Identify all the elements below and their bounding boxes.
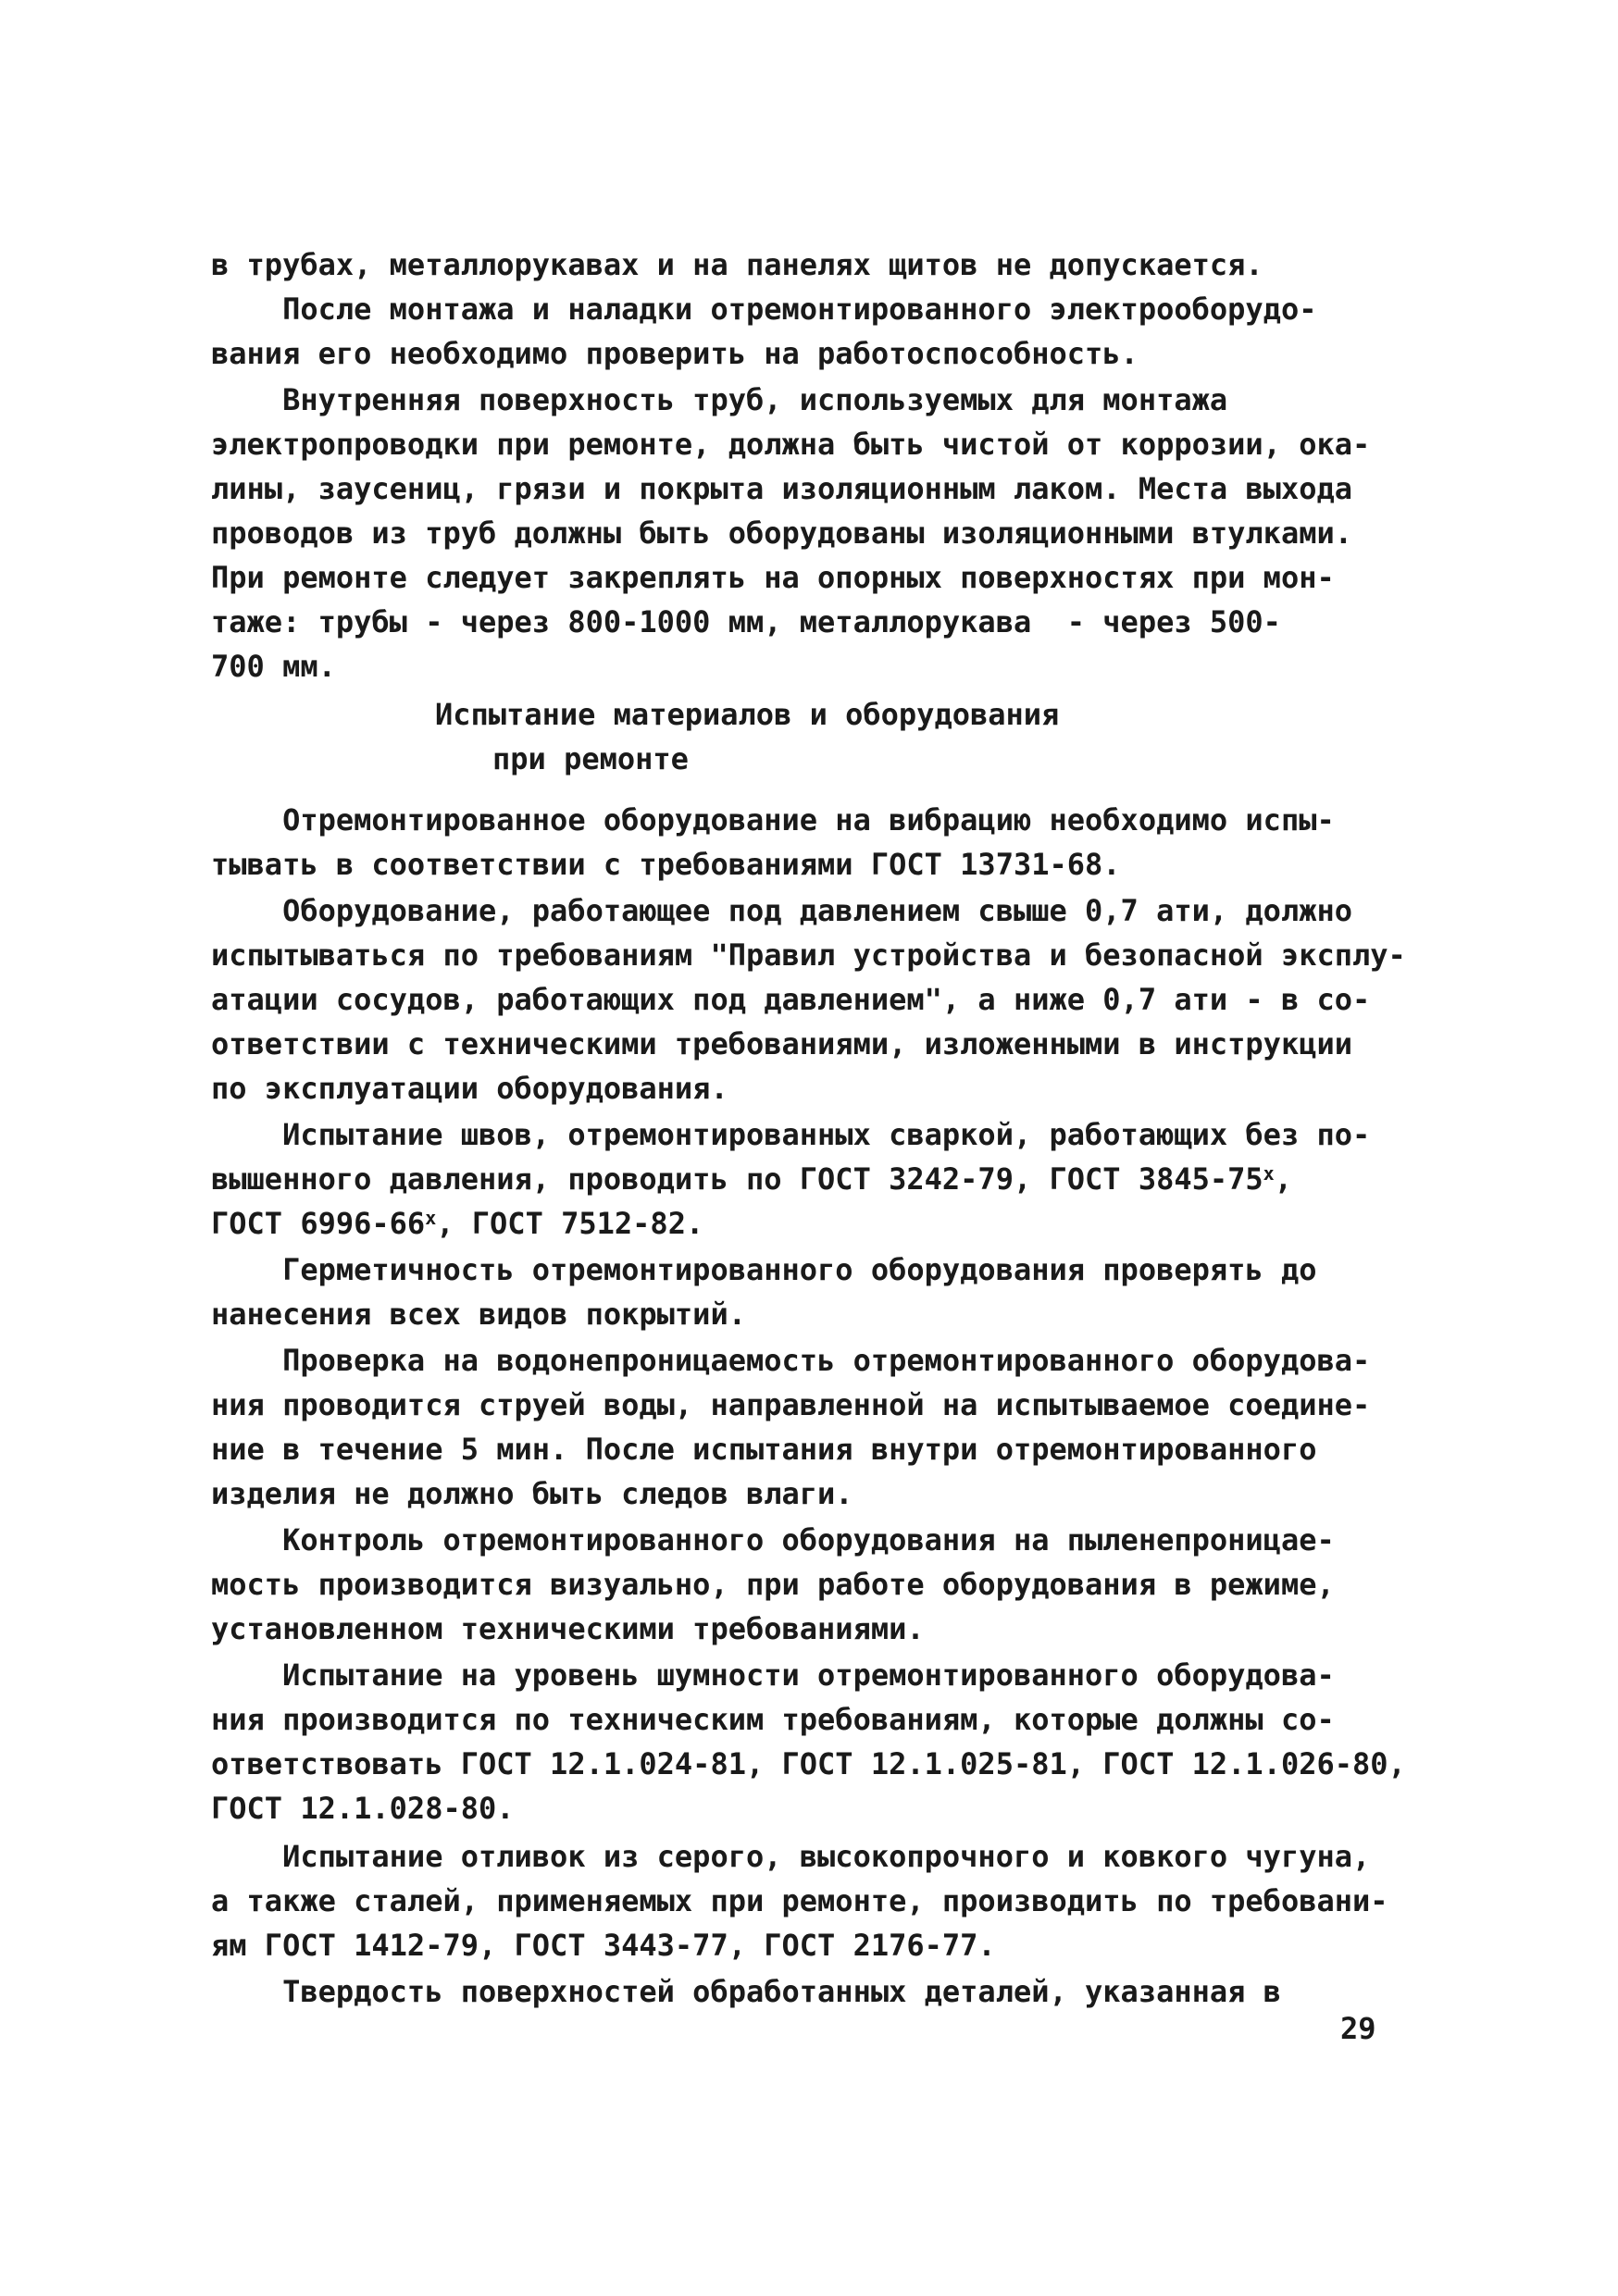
text-line: таже: трубы - через 800-1000 мм, металлорукава - через 500- xyxy=(211,604,1281,639)
text-line: атации сосудов, работающих под давлением", а ниже 0,7 ати - в со- xyxy=(211,982,1371,1017)
text-line: Внутренняя поверхность труб, используемых для монтажа xyxy=(211,382,1228,417)
text-segment: ГОСТ 6996-66 xyxy=(211,1206,426,1241)
text-line: Герметичность отремонтированного оборудования проверять до xyxy=(211,1252,1317,1287)
text-line: нанесения всех видов покрытий. xyxy=(211,1297,746,1332)
text-segment: , xyxy=(1274,1161,1292,1197)
text-line: ям ГОСТ 1412-79, ГОСТ 3443-77, ГОСТ 2176-77. xyxy=(211,1928,996,1963)
text-segment: вышенного давления, проводить по ГОСТ 3242-79, ГОСТ 3845-75 xyxy=(211,1161,1263,1197)
text-line: Испытание отливок из серого, высокопрочного и ковкого чугуна, xyxy=(211,1839,1371,1874)
text-line: ние в течение 5 мин. После испытания внутри отремонтированного xyxy=(211,1432,1317,1467)
text-line: изделия не должно быть следов влаги. xyxy=(211,1476,853,1511)
text-line: ния производится по техническим требованиям, которые должны со- xyxy=(211,1702,1335,1737)
text-line: испытываться по требованиям "Правил устройства и безопасной эксплу- xyxy=(211,937,1406,973)
section-heading-line-2: при ремонте xyxy=(492,741,689,776)
superscript-mark: x xyxy=(1263,1162,1275,1185)
text-segment: , ГОСТ 7512-82. xyxy=(436,1206,704,1241)
text-line: тывать в соответствии с требованиями ГОСТ 13731-68. xyxy=(211,847,1121,882)
text-line: установленном техническими требованиями. xyxy=(211,1611,925,1646)
text-line: Проверка на водонепроницаемость отремонтированного оборудова- xyxy=(211,1343,1371,1378)
text-line: Отремонтированное оборудование на вибрацию необходимо испы- xyxy=(211,802,1335,838)
text-line: в трубах, металлорукавах и на панелях щитов не допускается. xyxy=(211,247,1263,282)
text-line: Оборудование, работающее под давлением свыше 0,7 ати, должно xyxy=(211,893,1352,928)
text-line: 700 мм. xyxy=(211,649,336,684)
text-line xyxy=(211,1157,1292,1201)
text-line: электропроводки при ремонте, должна быть чистой от коррозии, ока- xyxy=(211,427,1371,462)
text-line: ния проводится струей воды, направленной на испытываемое соедине- xyxy=(211,1387,1371,1422)
text-line: лины, заусениц, грязи и покрыта изоляционным лаком. Места выхода xyxy=(211,471,1352,506)
superscript-mark: x xyxy=(425,1207,437,1229)
text-line: мость производится визуально, при работе оборудования в режиме, xyxy=(211,1567,1335,1602)
text-line xyxy=(211,1201,703,1246)
text-line: Твердость поверхностей обработанных деталей, указанная в xyxy=(211,1974,1281,2009)
text-line: При ремонте следует закреплять на опорных поверхностях при мон- xyxy=(211,560,1335,595)
text-line: вания его необходимо проверить на работоспособность. xyxy=(211,336,1139,371)
section-heading-line-1: Испытание материалов и оборудования xyxy=(435,697,1060,732)
text-line: После монтажа и наладки отремонтированного электрооборудо- xyxy=(211,292,1317,327)
text-line: ГОСТ 12.1.028-80. xyxy=(211,1791,515,1826)
text-line: а также сталей, применяемых при ремонте, производить по требовани- xyxy=(211,1883,1388,1918)
text-line: Испытание швов, отремонтированных сваркой, работающих без по- xyxy=(211,1117,1371,1152)
text-line: ответствии с техническими требованиями, изложенными в инструкции xyxy=(211,1026,1352,1061)
text-line: проводов из труб должны быть оборудованы изоляционными втулками. xyxy=(211,515,1352,551)
text-line: Контроль отремонтированного оборудования на пыленепроницае- xyxy=(211,1522,1335,1558)
page-number: 29 xyxy=(1340,2011,1376,2046)
text-line: Испытание на уровень шумности отремонтированного оборудова- xyxy=(211,1657,1335,1693)
text-line: ответствовать ГОСТ 12.1.024-81, ГОСТ 12.1.025-81, ГОСТ 12.1.026-80, xyxy=(211,1746,1406,1781)
text-line: по эксплуатации оборудования. xyxy=(211,1071,728,1106)
